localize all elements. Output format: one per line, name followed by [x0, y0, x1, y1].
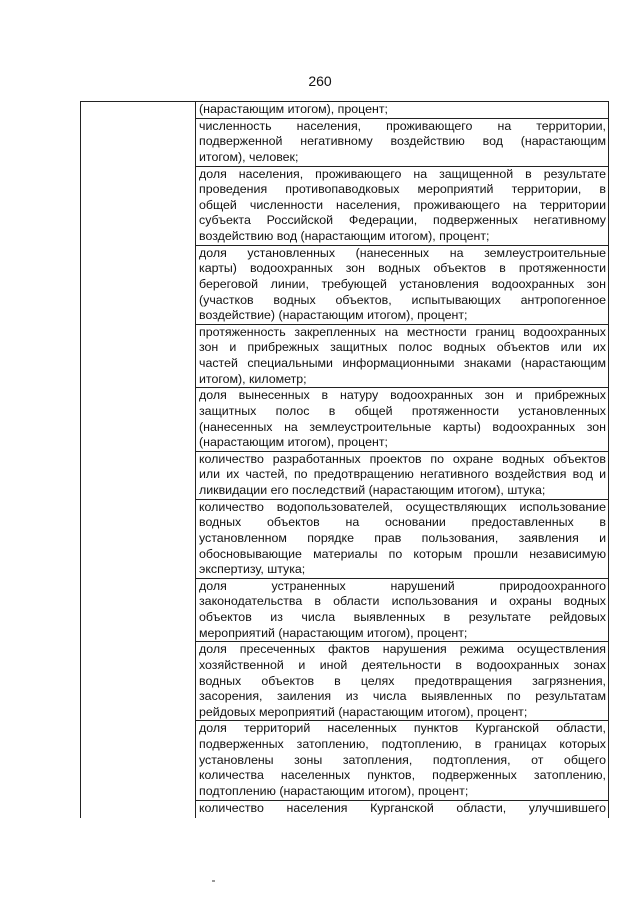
indicator-text-line: (участков водных объектов, испытывающих антропогенное — [199, 292, 606, 307]
indicator-text-line: субъекта Российской Федерации, подверженных негативному — [199, 213, 606, 228]
indicator-text-line: доля населения, проживающего на защищенной в результате — [199, 166, 606, 181]
indicator-text-line: (нарастающим итогом), процент; — [199, 102, 388, 116]
indicator-text-line: общей численности населения, проживающего на территории — [199, 197, 606, 212]
indicator-text-line: итогом), человек; — [199, 149, 299, 164]
indicator-entry — [196, 801, 608, 817]
indicator-text-line: количества населенных пунктов, подверженных затоплению, — [199, 768, 606, 783]
indicator-text-line: (нарастающим итогом), процент; — [199, 435, 388, 450]
indicator-entry — [196, 388, 608, 452]
indicator-text-line: карты) водоохранных зон водных объектов в протяженности — [199, 261, 606, 276]
scan-speck — [212, 880, 215, 882]
indicator-text-line: доля вынесенных в натуру водоохранных зон и прибрежных — [199, 388, 606, 403]
indicator-text-line: объектов из числа выявленных в результате рейдовых — [199, 610, 606, 624]
indicator-text-line: итогом), километр; — [199, 371, 307, 386]
indicator-text-line: воздействие) (нарастающим итогом), процент; — [199, 308, 468, 323]
indicator-text-line: подтоплению (нарастающим итогом), процент; — [199, 783, 469, 798]
indicator-text-line: водных объектов в целях предотвращения загрязнения, — [199, 673, 606, 688]
indicator-entry — [196, 246, 608, 325]
indicator-text-line: установлены зоны затопления, подтопления, от общего — [199, 752, 606, 767]
indicator-text-line: проведения противопаводковых мероприятий территории, в — [199, 182, 606, 197]
indicator-entry — [196, 500, 608, 579]
indicator-text-line: подверженных затоплению, подтоплению, в границах которых — [199, 737, 606, 751]
indicator-entry — [196, 119, 608, 167]
indicator-text-line: береговой линии, требующей установления водоохранных зон — [199, 276, 606, 291]
indicator-entry — [196, 721, 608, 800]
indicator-text-line: законодательства в области использования и охраны водных — [199, 594, 606, 609]
indicator-text-line: протяженность закрепленных на местности границ водоохранных — [199, 324, 606, 339]
indicator-entry — [196, 452, 608, 500]
indicator-text-line: водных объектов на основании предоставленных в — [199, 515, 606, 530]
indicator-text-line: доля пресеченных фактов нарушения режима осуществления — [199, 642, 606, 657]
indicator-text-line: (нанесенных на землеустроительные карты) водоохранных зон — [199, 419, 606, 434]
indicator-entry — [196, 579, 608, 643]
indicator-entry — [196, 102, 608, 119]
indicators-table — [80, 101, 609, 818]
indicator-text-line: численность населения, проживающего на территории, — [199, 118, 606, 133]
indicator-text-line: количество населения Курганской области, улучшившего — [199, 800, 606, 815]
indicator-text-line: количество разработанных проектов по охране водных объектов — [199, 451, 606, 466]
indicator-text-line: мероприятий (нарастающим итогом), процент; — [199, 625, 468, 640]
table-left-column — [81, 102, 196, 818]
indicator-text-line: доля устраненных нарушений природоохранного — [199, 578, 606, 593]
indicator-text-line: обосновывающие материалы по которым прошли независимую — [199, 546, 606, 561]
indicator-text-line: воздействию вод (нарастающим итогом), процент; — [199, 229, 490, 243]
indicator-text-line: рейдовых мероприятий (нарастающим итогом), процент; — [199, 704, 528, 719]
indicator-text-line: установленном порядке прав пользования, заявления и — [199, 530, 606, 545]
indicator-text-line: зон и прибрежных защитных полос водных объектов или их — [199, 340, 606, 355]
indicator-text-line: хозяйственной и иной деятельности в водоохранных зонах — [199, 657, 606, 672]
indicator-entry — [196, 167, 608, 246]
indicator-text-line: доля установленных (нанесенных на землеустроительные — [199, 245, 606, 260]
indicator-text-line: подверженной негативному воздействию вод (нарастающим — [199, 134, 606, 149]
indicator-text-line: частей специальными информационными знаками (нарастающим — [199, 356, 606, 370]
page-number: 260 — [308, 73, 332, 89]
indicator-text-line: количество водопользователей, осуществляющих использование — [199, 499, 606, 514]
indicator-entry — [196, 642, 608, 721]
indicator-text-line: засорения, заиления из числа выявленных по результатам — [199, 689, 606, 704]
indicator-text-line: доля территорий населенных пунктов Курганской области, — [199, 721, 606, 736]
table-right-column — [196, 102, 608, 816]
indicator-text-line: экспертизу, штука; — [199, 562, 306, 577]
indicator-text-line: ликвидации его последствий (нарастающим итогом), штука; — [199, 483, 546, 497]
indicator-text-line: защитных полос в общей протяженности установленных — [199, 403, 606, 418]
indicator-entry — [196, 325, 608, 389]
indicator-text-line: или их частей, по предотвращению негативного воздействия вод и — [199, 467, 606, 482]
